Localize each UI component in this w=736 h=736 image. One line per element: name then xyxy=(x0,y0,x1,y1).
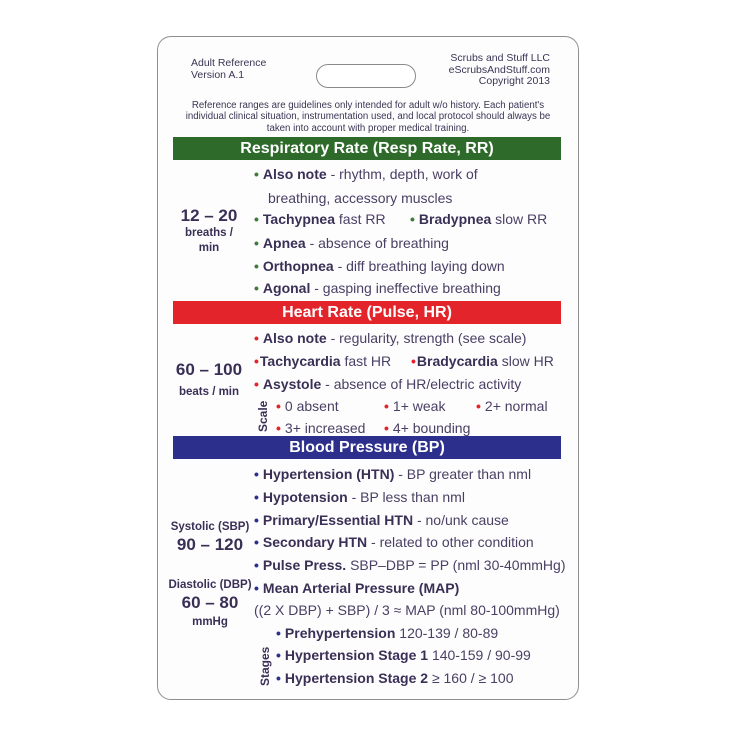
rr-unit: breaths / xyxy=(185,227,233,239)
rr-tachypnea: • Tachypnea fast RR xyxy=(254,211,386,227)
bp-secondary-htn: • Secondary HTN - related to other condition xyxy=(254,534,534,550)
hr-scale-1: • 1+ weak xyxy=(384,398,446,414)
bp-map-formula: ((2 X DBP) + SBP) / 3 ≈ MAP (nml 80-100mmHg) xyxy=(254,602,560,618)
card-title: Adult Reference xyxy=(191,57,267,69)
hr-tachycardia: •Tachycardia fast HR xyxy=(254,353,392,369)
rr-also-note: • Also note - rhythm, depth, work of xyxy=(254,166,478,182)
hr-asystole: • Asystole - absence of HR/electric activity xyxy=(254,376,522,392)
hr-scale-2: • 2+ normal xyxy=(476,398,548,414)
bp-stages-label: Stages xyxy=(258,646,272,686)
hr-normal-range xyxy=(166,360,252,400)
publisher-name: Scrubs and Stuff LLC xyxy=(450,52,550,64)
bp-systolic-value: 90 – 120 xyxy=(176,535,244,554)
hr-range-value: 60 – 100 xyxy=(175,360,243,379)
rr-normal-range xyxy=(170,206,248,256)
bp-systolic-range xyxy=(166,520,254,555)
rr-bradypnea: • Bradypnea slow RR xyxy=(410,211,548,227)
bp-section-header: Blood Pressure (BP) xyxy=(173,436,561,459)
hr-scale-4: • 4+ bounding xyxy=(384,420,471,436)
hr-unit: beats / min xyxy=(178,386,240,398)
bp-prehypertension: • Prehypertension 120-139 / 80-89 xyxy=(276,625,499,641)
card-version: Version A.1 xyxy=(191,68,245,81)
bp-diastolic-value: 60 – 80 xyxy=(181,593,239,612)
hr-section-header: Heart Rate (Pulse, HR) xyxy=(173,301,561,324)
bp-diastolic-range xyxy=(166,578,254,630)
copyright: Copyright 2013 xyxy=(478,75,550,87)
publisher-website: eScrubsAndStuff.com xyxy=(448,63,550,76)
disclaimer-text: Reference ranges are guidelines only intended for adult w/o history. Each patient's individual clinical situation, instrumentation used, and local protocol should always be taken into account with proper medical training. xyxy=(185,100,551,134)
bp-primary-htn: • Primary/Essential HTN - no/unk cause xyxy=(254,512,509,528)
hr-also-note: • Also note - regularity, strength (see scale) xyxy=(254,330,527,346)
bp-stage-2: • Hypertension Stage 2 ≥ 160 / ≥ 100 xyxy=(276,670,514,686)
hr-bradycardia: •Bradycardia slow HR xyxy=(411,353,554,369)
bp-stage-1: • Hypertension Stage 1 140-159 / 90-99 xyxy=(276,647,531,663)
hr-scale-0: • 0 absent xyxy=(276,398,339,414)
rr-orthopnea: • Orthopnea - diff breathing laying down xyxy=(254,258,505,274)
publisher-info xyxy=(400,53,550,88)
bp-map: • Mean Arterial Pressure (MAP) xyxy=(254,580,460,596)
bp-hypertension: • Hypertension (HTN) - BP greater than nml xyxy=(254,466,532,482)
card-version-info xyxy=(191,58,266,81)
hr-scale-label: Scale xyxy=(256,400,270,432)
rr-section-header: Respiratory Rate (Resp Rate, RR) xyxy=(173,137,561,160)
bp-pulse-pressure: • Pulse Press. SBP–DBP = PP (nml 30-40mmHg) xyxy=(254,557,566,573)
bp-systolic-label: Systolic (SBP) xyxy=(170,521,250,533)
rr-agonal: • Agonal - gasping ineffective breathing xyxy=(254,280,501,296)
rr-unit-2: min xyxy=(198,242,220,254)
bp-unit: mmHg xyxy=(192,616,228,628)
rr-also-note-cont: breathing, accessory muscles xyxy=(268,190,453,206)
rr-range-value: 12 – 20 xyxy=(180,206,238,225)
hr-scale-3: • 3+ increased xyxy=(276,420,366,436)
rr-apnea: • Apnea - absence of breathing xyxy=(254,235,449,251)
bp-diastolic-label: Diastolic (DBP) xyxy=(168,579,252,591)
bp-hypotension: • Hypotension - BP less than nml xyxy=(254,489,465,505)
